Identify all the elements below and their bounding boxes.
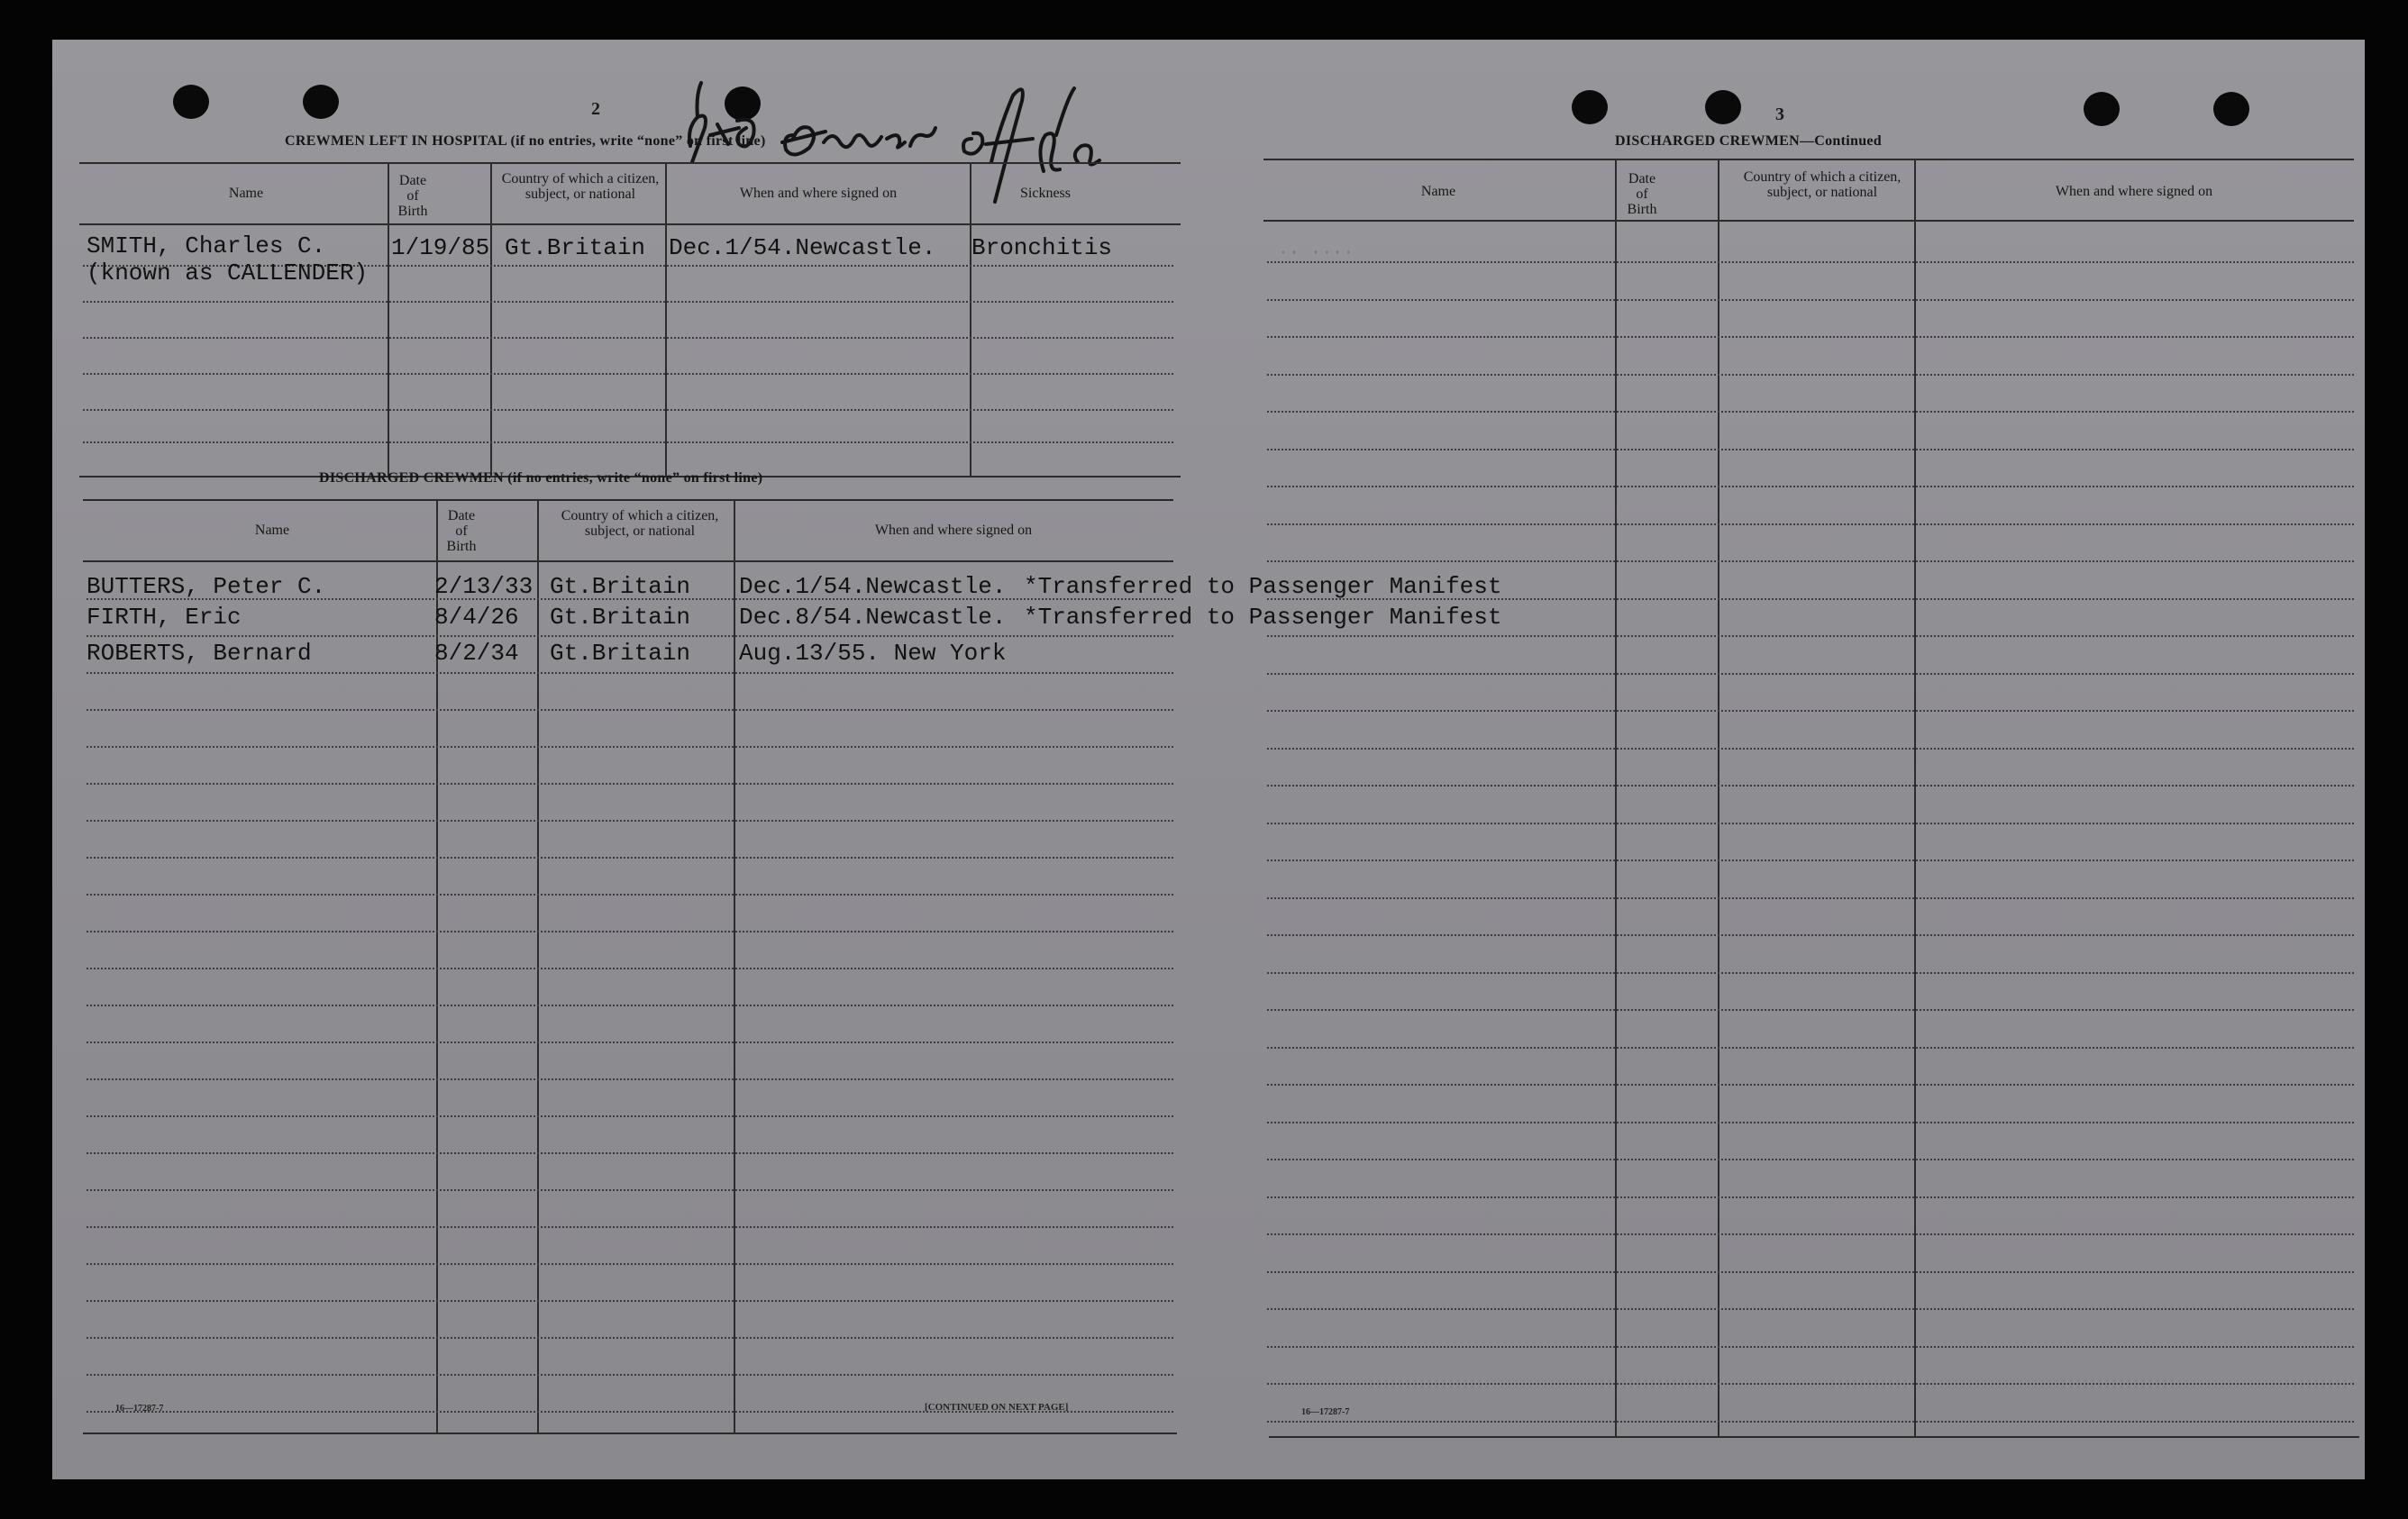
- hospital-ruled-line: [83, 409, 1173, 411]
- ruled-line: [1267, 1271, 2354, 1273]
- punch-hole: [1705, 90, 1741, 124]
- ruled-line: [1267, 449, 2354, 450]
- ruled-line: [1267, 1159, 2354, 1160]
- ruled-line: [1267, 1383, 2354, 1385]
- hospital-row-name-alias: (known as CALLENDER): [87, 259, 369, 287]
- discharged-row-note: *Transferred to Passenger Manifest: [1024, 573, 1502, 600]
- form-code-left: 16—17287-7: [115, 1404, 164, 1414]
- ruled-line: [1267, 261, 2354, 263]
- ruled-line: [87, 1300, 1173, 1302]
- discharged-row-signed: Aug.13/55. New York: [739, 640, 1007, 667]
- ruled-line: [1267, 1233, 2354, 1235]
- ruled-line: [1267, 710, 2354, 712]
- ruled-line: [1267, 1009, 2354, 1011]
- ruled-line: [1267, 1346, 2354, 1348]
- ruled-line: [87, 1226, 1173, 1228]
- punch-hole: [303, 85, 339, 119]
- hospital-row-sickness: Bronchitis: [971, 234, 1113, 261]
- continued-col-divider: [1615, 159, 1617, 1438]
- discharged-section-title: DISCHARGED CREWMEN (if no entries, write “none” on first line): [319, 470, 763, 486]
- hospital-row-country: Gt.Britain: [505, 234, 646, 261]
- ruled-line: [87, 931, 1173, 932]
- ruled-line: [1267, 336, 2354, 338]
- continued-header-signed: When and where signed on: [2055, 184, 2213, 199]
- discharged-row-country: Gt.Britain: [550, 640, 691, 667]
- continued-col-divider: [1914, 159, 1916, 1438]
- discharged-col-divider: [537, 499, 539, 1433]
- discharged-continued-title: DISCHARGED CREWMEN—Continued: [1615, 133, 1882, 149]
- punch-hole: [2084, 92, 2120, 126]
- ruled-line: [1267, 1308, 2354, 1310]
- discharged-row-dob: 8/2/34: [434, 640, 519, 667]
- ruled-line: [87, 783, 1173, 785]
- discharged-row-name: ROBERTS, Bernard: [87, 640, 312, 667]
- hospital-col-divider: [388, 162, 389, 478]
- ruled-line: [1267, 635, 2354, 637]
- hospital-header-name: Name: [228, 186, 264, 201]
- form-code-right: 16—17287-7: [1301, 1407, 1350, 1417]
- ruled-line: [1267, 486, 2354, 487]
- hospital-col-divider: [970, 162, 971, 478]
- ruled-line: [1267, 1084, 2354, 1086]
- hospital-ruled-line: [83, 441, 1173, 443]
- discharged-header-country: Country of which a citizen, subject, or national: [561, 508, 719, 539]
- ruled-line: [1267, 897, 2354, 899]
- hospital-header-rule: [79, 223, 1181, 225]
- ruled-line: [1267, 598, 2354, 600]
- continued-header-name: Name: [1420, 184, 1456, 199]
- discharged-row-name: BUTTERS, Peter C.: [87, 573, 326, 600]
- hospital-section-title: CREWMEN LEFT IN HOSPITAL (if no entries, write “none” on first line): [285, 133, 766, 149]
- hospital-row-signed: Dec.1/54.Newcastle.: [669, 234, 936, 261]
- ruled-line: [1267, 860, 2354, 861]
- hospital-ruled-line: [83, 337, 1173, 339]
- discharged-table-bottom-rule: [83, 1433, 1177, 1434]
- punch-hole: [1572, 90, 1608, 124]
- ruled-line: [1267, 972, 2354, 974]
- ruled-line: [1267, 748, 2354, 750]
- discharged-header-name: Name: [254, 523, 290, 538]
- ruled-line: [1267, 1196, 2354, 1198]
- ruled-line: [87, 1115, 1173, 1117]
- discharged-header-signed: When and where signed on: [874, 523, 1033, 538]
- continued-table-bottom-rule: [1269, 1436, 2359, 1438]
- continued-header-rule: [1263, 220, 2354, 222]
- continued-table-top-rule: [1263, 159, 2354, 160]
- discharged-row-signed: Dec.8/54.Newcastle.: [739, 604, 1007, 631]
- punch-hole: [173, 85, 209, 119]
- hospital-row-dob: 1/19/85: [391, 234, 490, 261]
- hospital-ruled-line: [83, 301, 1173, 303]
- hospital-header-sickness: Sickness: [1020, 186, 1071, 201]
- hospital-header-country: Country of which a citizen, subject, or national: [501, 171, 660, 202]
- discharged-row-name: FIRTH, Eric: [87, 604, 242, 631]
- ruled-line: [87, 1263, 1173, 1265]
- hospital-row-name: SMITH, Charles C.: [87, 232, 326, 259]
- ruled-line: [1267, 411, 2354, 413]
- bleed-through-marks: ⋅⋅ ⋅⋅⋅⋅: [1278, 244, 1354, 265]
- hospital-col-divider: [665, 162, 667, 478]
- discharged-col-divider: [734, 499, 735, 1433]
- hospital-table-top-rule: [79, 162, 1181, 164]
- ruled-line: [87, 1374, 1173, 1376]
- ruled-line: [87, 1189, 1173, 1191]
- continued-on-next-page: [CONTINUED ON NEXT PAGE]: [925, 1402, 1069, 1413]
- discharged-row-dob: 2/13/33: [434, 573, 534, 600]
- discharged-row-dob: 8/4/26: [434, 604, 519, 631]
- continued-header-country: Country of which a citizen, subject, or national: [1743, 169, 1902, 200]
- ruled-line: [1267, 785, 2354, 787]
- discharged-row-country: Gt.Britain: [550, 604, 691, 631]
- discharged-row-country: Gt.Britain: [550, 573, 691, 600]
- ruled-line: [87, 672, 1173, 674]
- hospital-col-divider: [490, 162, 492, 478]
- discharged-header-rule: [83, 560, 1173, 562]
- discharged-header-dob: Date of Birth: [446, 508, 477, 554]
- ruled-line: [87, 1041, 1173, 1043]
- ruled-line: [1267, 523, 2354, 525]
- ruled-line: [1267, 673, 2354, 675]
- ruled-line: [87, 968, 1173, 969]
- ruled-line: [1267, 560, 2354, 562]
- ruled-line: [1267, 934, 2354, 936]
- ruled-line: [87, 1337, 1173, 1339]
- ruled-line: [1267, 299, 2354, 301]
- ruled-line: [87, 1005, 1173, 1006]
- ruled-line: [1267, 1122, 2354, 1123]
- ruled-line: [87, 746, 1173, 748]
- ruled-line: [87, 1078, 1173, 1080]
- hospital-header-dob: Date of Birth: [397, 173, 428, 219]
- ruled-line: [87, 894, 1173, 896]
- ruled-line: [87, 635, 1173, 637]
- continued-header-dob: Date of Birth: [1627, 171, 1657, 217]
- ruled-line: [1267, 823, 2354, 824]
- discharged-row-signed: Dec.1/54.Newcastle.: [739, 573, 1007, 600]
- punch-hole: [2213, 92, 2249, 126]
- page-number-right: 3: [1775, 105, 1784, 124]
- ruled-line: [1267, 1421, 2354, 1423]
- hospital-ruled-line: [83, 373, 1173, 375]
- discharged-table-top-rule: [83, 499, 1173, 501]
- discharged-row-note: *Transferred to Passenger Manifest: [1024, 604, 1502, 631]
- ruled-line: [87, 857, 1173, 859]
- ruled-line: [1267, 374, 2354, 376]
- ruled-line: [87, 1152, 1173, 1154]
- page-number-left: 2: [591, 99, 600, 119]
- ruled-line: [87, 709, 1173, 711]
- hospital-header-signed: When and where signed on: [739, 186, 898, 201]
- ruled-line: [1267, 1047, 2354, 1049]
- continued-col-divider: [1718, 159, 1719, 1438]
- ruled-line: [87, 820, 1173, 822]
- manifest-sheet: [52, 40, 2365, 1479]
